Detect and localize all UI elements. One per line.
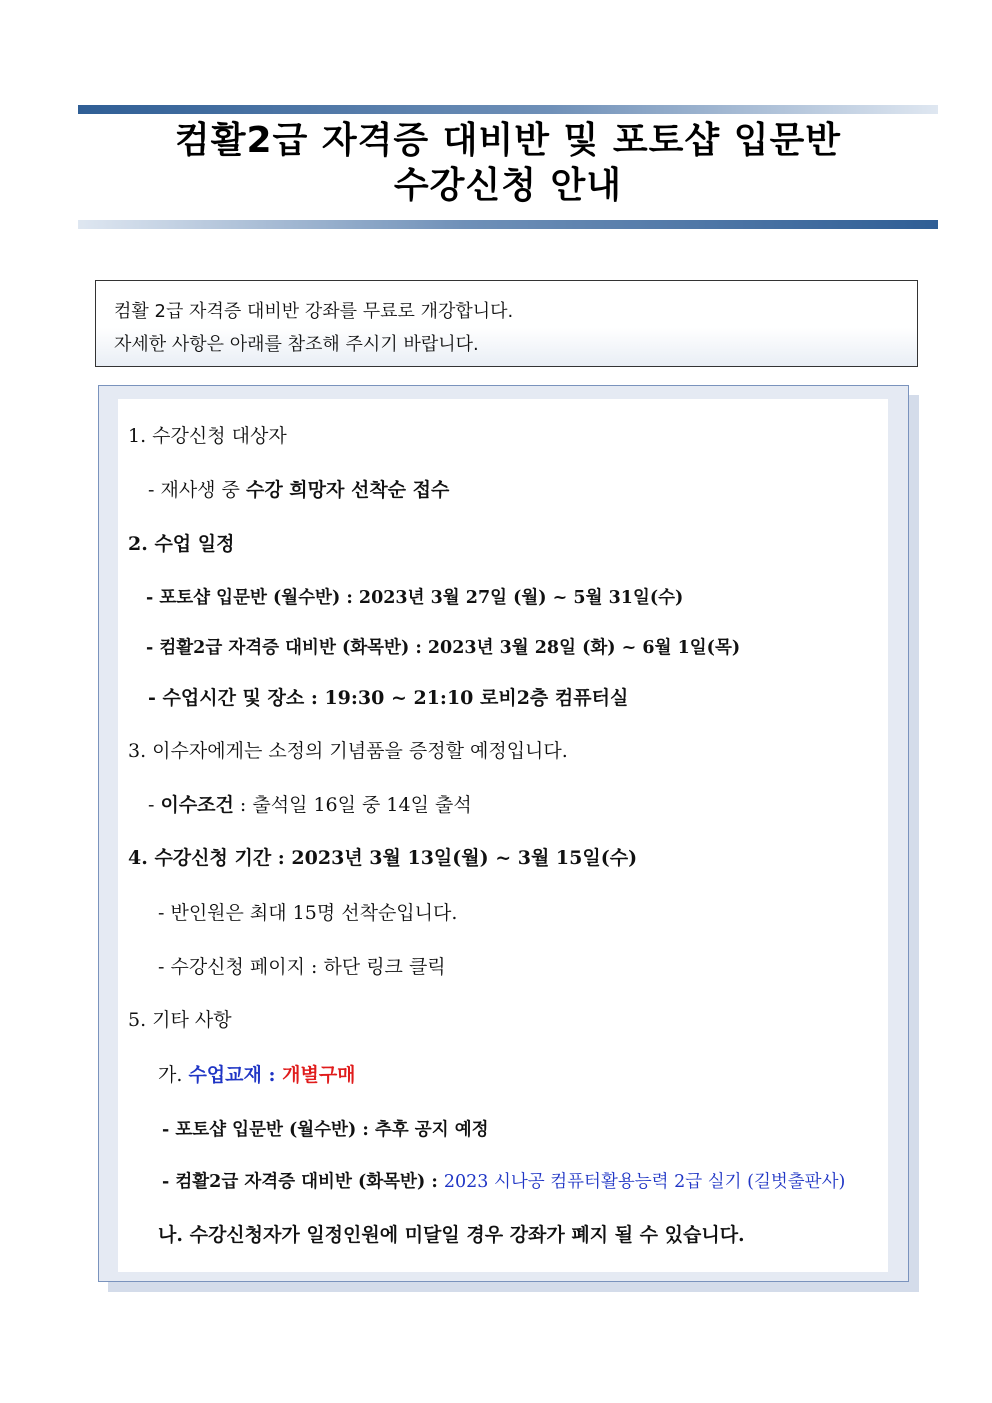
content-panel-inner [118, 399, 888, 1272]
section-4-item-2: - 수강신청 페이지 : 하단 링크 클릭 [158, 956, 446, 978]
section-2-item-3: - 수업시간 및 장소 : 19:30 ~ 21:10 로비2층 컴퓨터실 [148, 687, 629, 709]
section-5-ga-item-1: - 포토샵 입문반 (월수반) : 추후 공지 예정 [162, 1120, 489, 1140]
section-5-ga-prefix: 가. [158, 1064, 189, 1086]
content-panel [98, 385, 909, 1282]
intro-line-1: 컴활 2급 자격증 대비반 강좌를 무료로 개강합니다. [114, 301, 514, 322]
section-1-item [148, 478, 449, 502]
section-5-na: 나. 수강신청자가 일정인원에 미달일 경우 강좌가 폐지 될 수 있습니다. [158, 1224, 745, 1246]
section-5-ga-textbook-value: 개별구매 [282, 1064, 356, 1086]
section-5-ga [158, 1063, 356, 1087]
section-3-item-rest: : 출석일 16일 중 14일 출석 [233, 794, 472, 816]
page-title-line-1: 컴활2급 자격증 대비반 및 포토샵 입문반 [174, 120, 842, 161]
section-4-item-1: - 반인원은 최대 15명 선착순입니다. [158, 902, 458, 924]
section-1-item-bold: 수강 희망자 선착순 접수 [245, 479, 450, 501]
section-3-item-prefix: - [148, 794, 161, 816]
section-3-item [148, 793, 472, 817]
title-bar-top [78, 105, 938, 114]
page-title-line-2: 수강신청 안내 [393, 165, 623, 206]
section-2-heading: 2. 수업 일정 [128, 533, 235, 555]
section-5-ga-item-2 [162, 1170, 845, 1194]
section-1-heading: 1. 수강신청 대상자 [128, 425, 287, 447]
title-bar-bottom [78, 220, 938, 229]
section-5-ga-item-2-label: - 컴활2급 자격증 대비반 (화목반) : [162, 1172, 444, 1192]
section-2-item-2: - 컴활2급 자격증 대비반 (화목반) : 2023년 3월 28일 (화) ~ 6월 1일(목) [146, 638, 741, 658]
section-5-ga-item-2-book: 2023 시나공 컴퓨터활용능력 2급 실기 (길벗출판사) [443, 1172, 846, 1192]
section-5-ga-textbook-label: 수업교재 : [188, 1064, 283, 1086]
section-5-heading: 5. 기타 사항 [128, 1009, 232, 1031]
intro-line-2: 자세한 사항은 아래를 참조해 주시기 바랍니다. [114, 334, 479, 355]
section-4-heading: 4. 수강신청 기간 : 2023년 3월 13일(월) ~ 3월 15일(수) [128, 847, 638, 869]
page-title [78, 118, 938, 218]
section-3-item-bold: 이수조건 [160, 794, 234, 816]
section-2-item-1: - 포토샵 입문반 (월수반) : 2023년 3월 27일 (월) ~ 5월 31일(수) [146, 588, 684, 608]
section-3-heading: 3. 이수자에게는 소정의 기념품을 증정할 예정입니다. [128, 740, 568, 762]
section-1-item-prefix: - 재사생 중 [148, 479, 246, 501]
intro-box [95, 280, 918, 367]
